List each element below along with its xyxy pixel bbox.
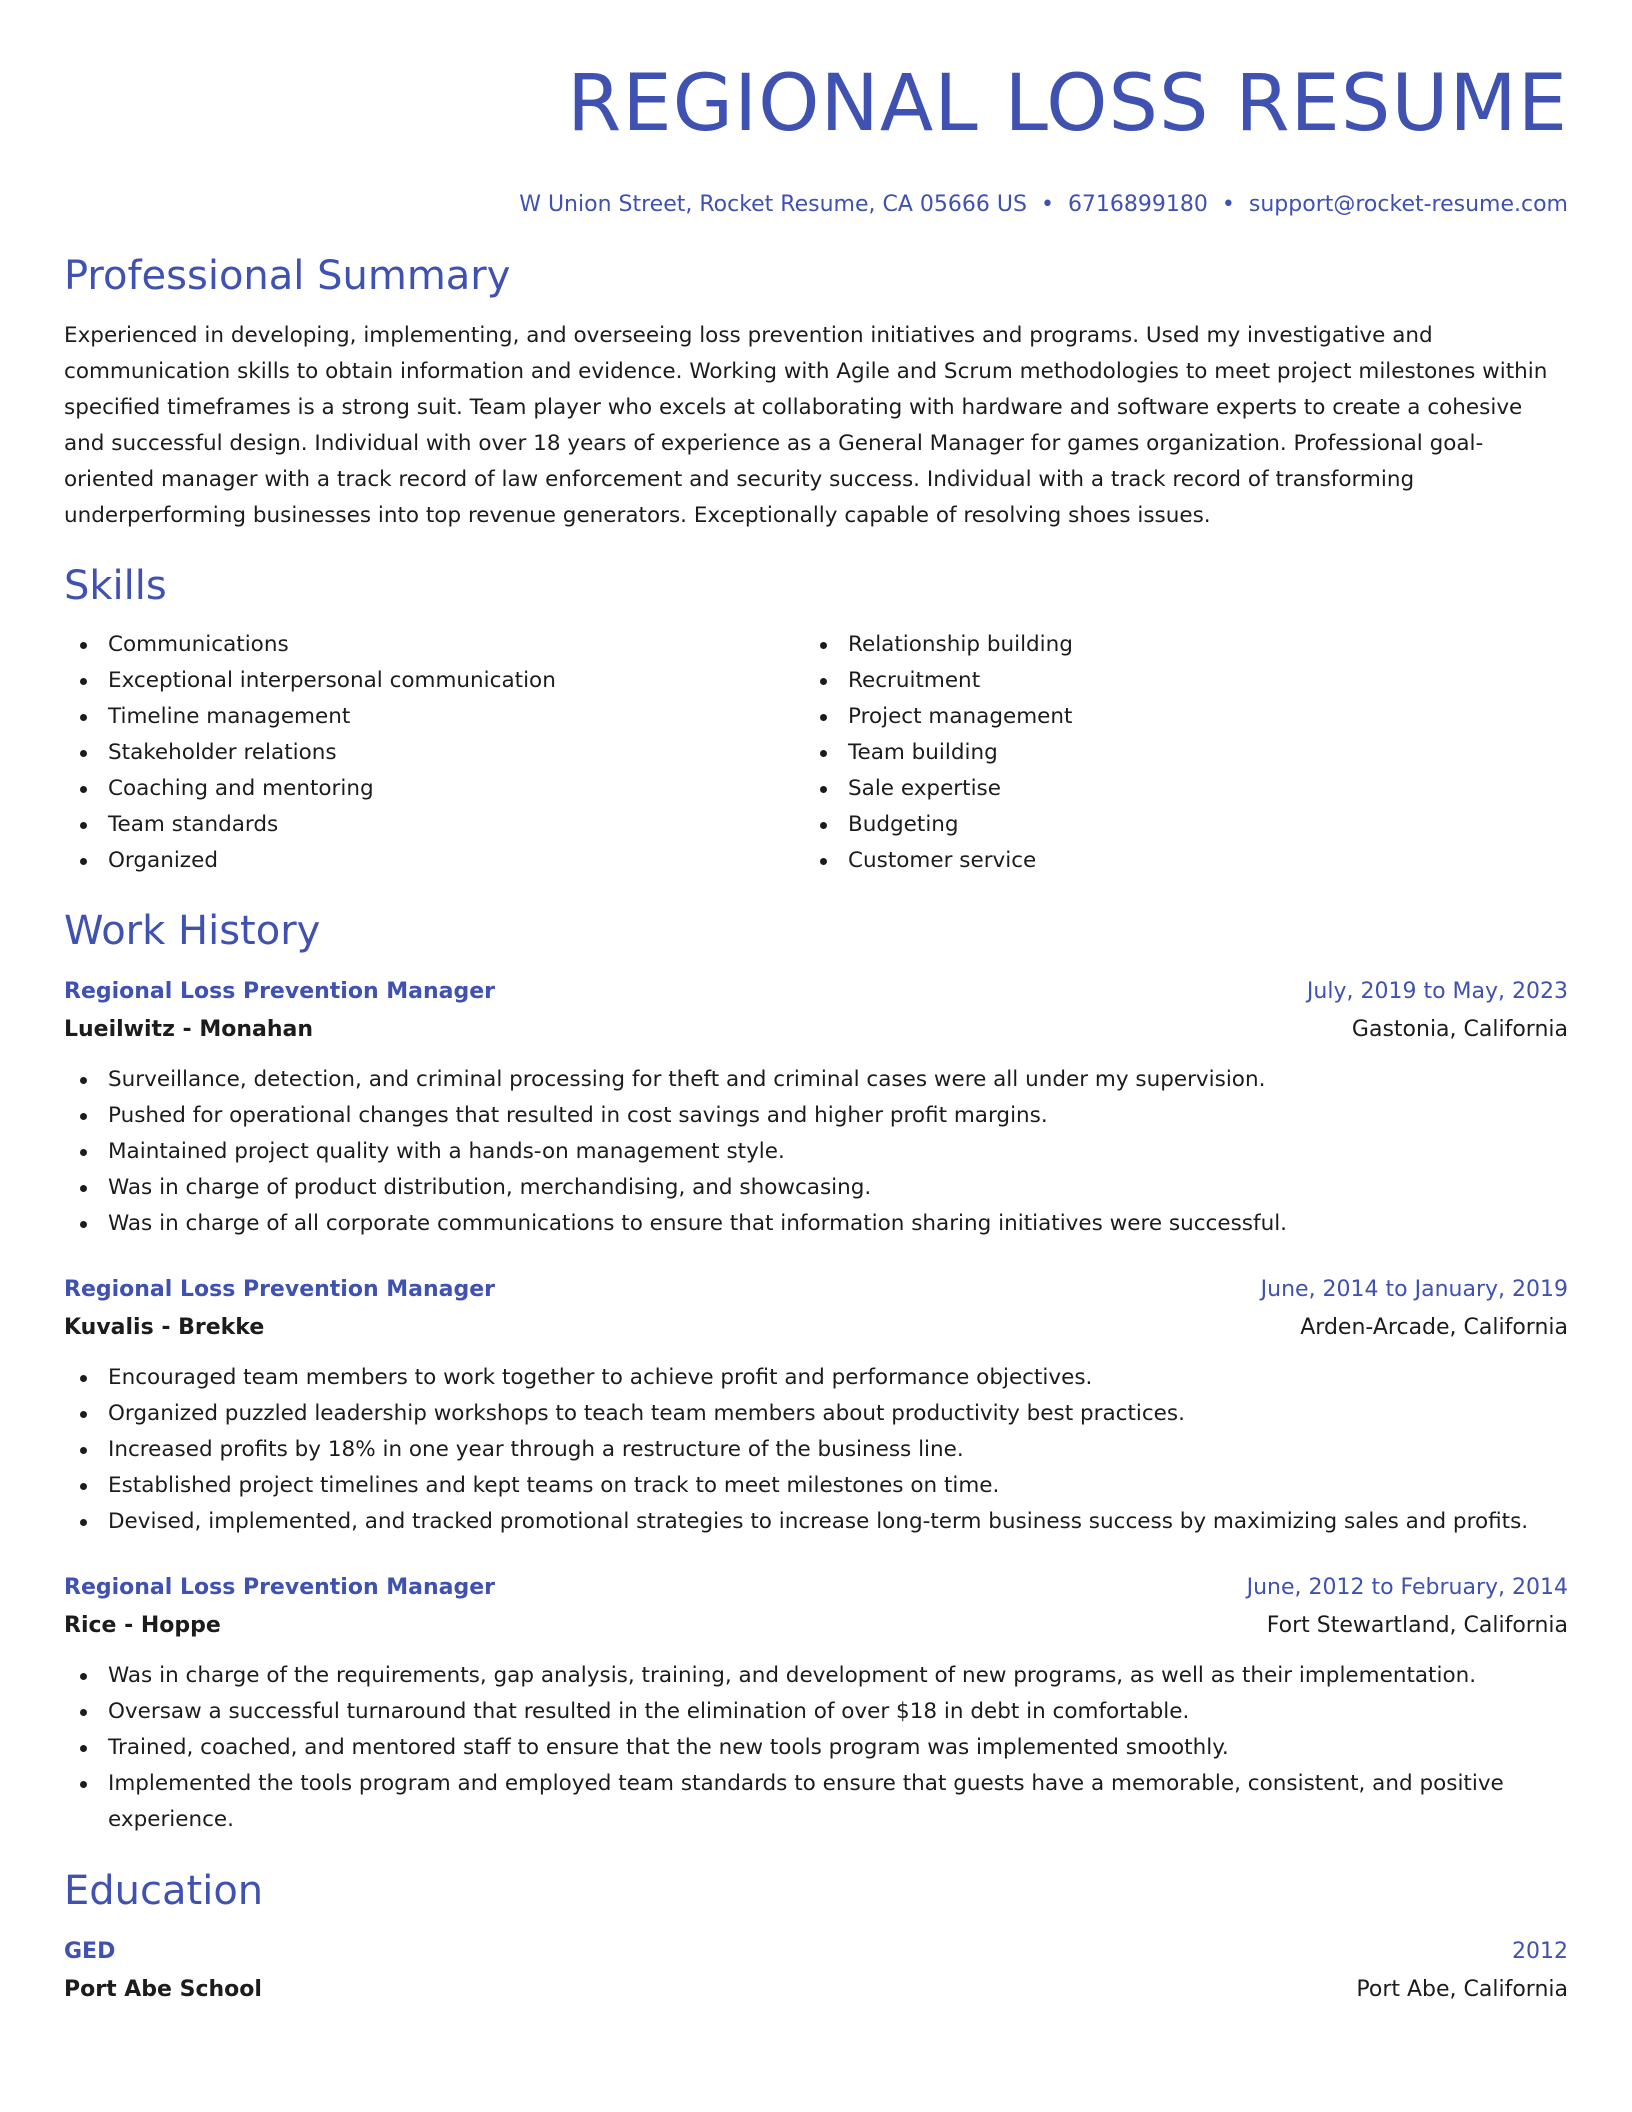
job-title: Regional Loss Prevention Manager xyxy=(64,979,496,1004)
education-school-row xyxy=(64,1970,1568,2010)
skill-item: Coaching and mentoring xyxy=(64,771,804,807)
education-year: 2012 xyxy=(1512,1939,1568,1964)
job-company-row xyxy=(64,1308,1568,1348)
education-header-row xyxy=(64,1934,1568,1970)
job-title: Regional Loss Prevention Manager xyxy=(64,1277,496,1302)
job-bullet: Encouraged team members to work together to achieve profit and performance objectives. xyxy=(64,1360,1568,1396)
skills-list-right xyxy=(804,627,1544,879)
contact-separator: • xyxy=(1040,192,1054,217)
skills-grid xyxy=(64,627,1568,879)
education-degree: GED xyxy=(64,1939,116,1964)
skill-item: Stakeholder relations xyxy=(64,735,804,771)
job-company-row xyxy=(64,1010,1568,1050)
job-header-row xyxy=(64,1570,1568,1606)
section-title-summary: Professional Summary xyxy=(64,253,511,299)
skill-item: Organized xyxy=(64,843,804,879)
job-header-row xyxy=(64,974,1568,1010)
job-bullet: Organized puzzled leadership workshops to teach team members about productivity best practices. xyxy=(64,1396,1568,1432)
contact-separator: • xyxy=(1221,192,1235,217)
education-school: Port Abe School xyxy=(64,1977,262,2002)
skill-item: Relationship building xyxy=(804,627,1544,663)
job-bullet: Pushed for operational changes that resulted in cost savings and higher profit margins. xyxy=(64,1098,1568,1134)
skills-list-left xyxy=(64,627,804,879)
job-dates: July, 2019 to May, 2023 xyxy=(1306,979,1568,1004)
job-bullet: Increased profits by 18% in one year through a restructure of the business line. xyxy=(64,1432,1568,1468)
skill-item: Team building xyxy=(804,735,1544,771)
job-title: Regional Loss Prevention Manager xyxy=(64,1575,496,1600)
education-entry xyxy=(64,1934,1568,2010)
job-bullet: Implemented the tools program and employed team standards to ensure that guests have a memorable, consistent, and positive experience. xyxy=(64,1766,1568,1838)
contact-email: support@rocket-resume.com xyxy=(1248,192,1568,217)
section-title-work-history: Work History xyxy=(64,908,321,954)
job-company: Lueilwitz - Monahan xyxy=(64,1017,314,1042)
section-title-education: Education xyxy=(64,1868,264,1914)
contact-line xyxy=(64,190,1568,220)
job-company: Kuvalis - Brekke xyxy=(64,1315,265,1340)
job-dates: June, 2014 to January, 2019 xyxy=(1260,1277,1568,1302)
skill-item: Exceptional interpersonal communication xyxy=(64,663,804,699)
skill-item: Sale expertise xyxy=(804,771,1544,807)
job-dates: June, 2012 to February, 2014 xyxy=(1246,1575,1568,1600)
resume-header xyxy=(64,56,1568,220)
skill-item: Team standards xyxy=(64,807,804,843)
resume-name: REGIONAL LOSS RESUME xyxy=(567,59,1568,149)
skill-item: Timeline management xyxy=(64,699,804,735)
skill-item: Budgeting xyxy=(804,807,1544,843)
job-bullet: Was in charge of product distribution, merchandising, and showcasing. xyxy=(64,1170,1568,1206)
job-location: Arden-Arcade, California xyxy=(1300,1315,1568,1340)
job-bullets xyxy=(64,1658,1568,1838)
job-bullet: Surveillance, detection, and criminal processing for theft and criminal cases were all under my supervision. xyxy=(64,1062,1568,1098)
skill-item: Communications xyxy=(64,627,804,663)
contact-address: W Union Street, Rocket Resume, CA 05666 US xyxy=(519,192,1027,217)
job-header-row xyxy=(64,1272,1568,1308)
job-company-row xyxy=(64,1606,1568,1646)
job-bullet: Established project timelines and kept teams on track to meet milestones on time. xyxy=(64,1468,1568,1504)
summary-text: Experienced in developing, implementing, and overseeing loss prevention initiatives and programs. Used my investigative and communication skills to obtain information and evidence. Working with Agile and Scrum methodologies to meet project milestones within specified timeframes is a strong suit. Team player who excels at collaborating with hardware and software experts to create a cohesive and successful design. Individual with over 18 years of experience as a General Manager for games organization. Professional goal-oriented manager with a track record of law enforcement and security success. Individual with a track record of transforming underperforming businesses into top revenue generators. Exceptionally capable of resolving shoes issues. xyxy=(64,323,1548,528)
skill-item: Recruitment xyxy=(804,663,1544,699)
job-company: Rice - Hoppe xyxy=(64,1613,221,1638)
job-bullets xyxy=(64,1360,1568,1540)
job-bullet: Devised, implemented, and tracked promotional strategies to increase long-term business success by maximizing sales and profits. xyxy=(64,1504,1568,1540)
job-bullet: Was in charge of all corporate communications to ensure that information sharing initiatives were successful. xyxy=(64,1206,1568,1242)
section-title-skills: Skills xyxy=(64,563,167,609)
contact-phone: 6716899180 xyxy=(1067,192,1208,217)
job-bullet: Trained, coached, and mentored staff to ensure that the new tools program was implemented smoothly. xyxy=(64,1730,1568,1766)
job-bullet: Maintained project quality with a hands-on management style. xyxy=(64,1134,1568,1170)
skill-item: Customer service xyxy=(804,843,1544,879)
skill-item: Project management xyxy=(804,699,1544,735)
job-location: Fort Stewartland, California xyxy=(1266,1613,1568,1638)
job-entry xyxy=(64,1272,1568,1540)
job-bullet: Was in charge of the requirements, gap analysis, training, and development of new programs, as well as their implementation. xyxy=(64,1658,1568,1694)
job-entry xyxy=(64,974,1568,1242)
job-location: Gastonia, California xyxy=(1351,1017,1568,1042)
education-location: Port Abe, California xyxy=(1356,1977,1568,2002)
job-bullet: Oversaw a successful turnaround that resulted in the elimination of over $18 in debt in comfortable. xyxy=(64,1694,1568,1730)
job-entry xyxy=(64,1570,1568,1838)
job-bullets xyxy=(64,1062,1568,1242)
